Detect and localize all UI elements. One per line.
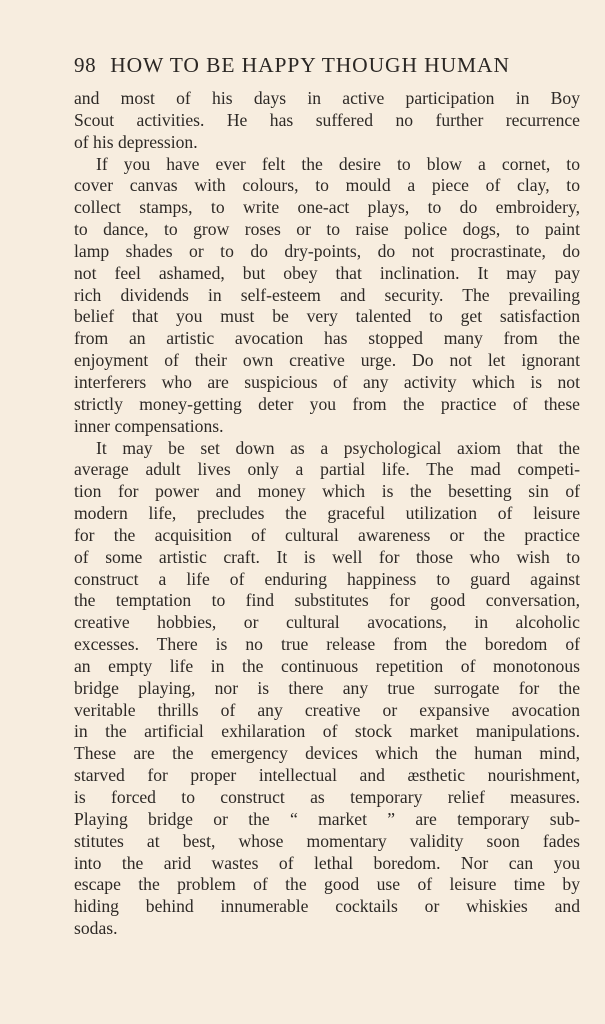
text-line: modern life, precludes the graceful utilization of leisure	[74, 503, 580, 524]
text-line: lamp shades or to do dry-points, do not procrastinate, do	[74, 240, 580, 261]
text-line: rich dividends in self-esteem and security. The prevailing	[74, 284, 580, 305]
text-line: excesses. There is no true release from the boredom of	[74, 634, 580, 655]
text-line: interferers who are suspicious of any activity which is not	[74, 371, 580, 392]
text-line: Scout activities. He has suffered no further recurrence	[74, 109, 580, 130]
text-line: cover canvas with colours, to mould a piece of clay, to	[74, 175, 580, 196]
text-line: in the artificial exhilaration of stock market manipulations.	[74, 721, 580, 742]
text-line: collect stamps, to write one-act plays, to do embroidery,	[74, 197, 580, 218]
text-line: for the acquisition of cultural awareness or the practice	[74, 524, 580, 545]
text-line: not feel ashamed, but obey that inclination. It may pay	[74, 262, 580, 283]
text-line: construct a life of enduring happiness to guard against	[74, 568, 580, 589]
text-line: of his depression.	[74, 131, 198, 152]
paragraph	[74, 88, 580, 154]
text-line: hiding behind innumerable cocktails or whiskies and	[74, 896, 580, 917]
text-line: sodas.	[74, 918, 118, 939]
text-line: into the arid wastes of lethal boredom. Nor can you	[74, 852, 580, 873]
text-line: belief that you must be very talented to get satisfaction	[74, 306, 580, 327]
paragraph	[74, 154, 580, 438]
paragraph	[74, 438, 580, 940]
text-line: Playing bridge or the “ market ” are temporary sub-	[74, 808, 580, 829]
text-line: and most of his days in active participation in Boy	[74, 88, 580, 108]
text-line: bridge playing, nor is there any true surrogate for the	[74, 677, 580, 698]
text-line: average adult lives only a partial life. The mad competi-	[74, 459, 580, 480]
text-line: It may be set down as a psychological axiom that the	[96, 437, 580, 458]
text-line: These are the emergency devices which the human mind,	[74, 743, 580, 764]
body-text	[74, 88, 580, 940]
text-line: escape the problem of the good use of leisure time by	[74, 874, 580, 895]
page-number: 98	[74, 53, 97, 77]
text-line: the temptation to find substitutes for good conversation,	[74, 590, 580, 611]
text-line: enjoyment of their own creative urge. Do not let ignorant	[74, 350, 580, 371]
text-line: an empty life in the continuous repetition of monotonous	[74, 655, 580, 676]
text-line: inner compensations.	[74, 415, 224, 436]
text-line: creative hobbies, or cultural avocations, in alcoholic	[74, 612, 580, 633]
running-title: HOW TO BE HAPPY THOUGH HUMAN	[110, 53, 510, 77]
text-line: of some artistic craft. It is well for those who wish to	[74, 546, 580, 567]
text-line: If you have ever felt the desire to blow a cornet, to	[96, 153, 580, 174]
text-line: tion for power and money which is the besetting sin of	[74, 481, 580, 502]
text-line: is forced to construct as temporary relief measures.	[74, 787, 580, 807]
text-line: starved for proper intellectual and æsthetic nourishment,	[74, 765, 580, 786]
page-header	[74, 53, 574, 78]
text-line: to dance, to grow roses or to raise police dogs, to paint	[74, 219, 580, 240]
text-line: from an artistic avocation has stopped many from the	[74, 328, 580, 349]
text-line: stitutes at best, whose momentary validity soon fades	[74, 830, 580, 851]
text-line: strictly money-getting deter you from the practice of these	[74, 393, 580, 414]
text-line: veritable thrills of any creative or expansive avocation	[74, 699, 580, 720]
